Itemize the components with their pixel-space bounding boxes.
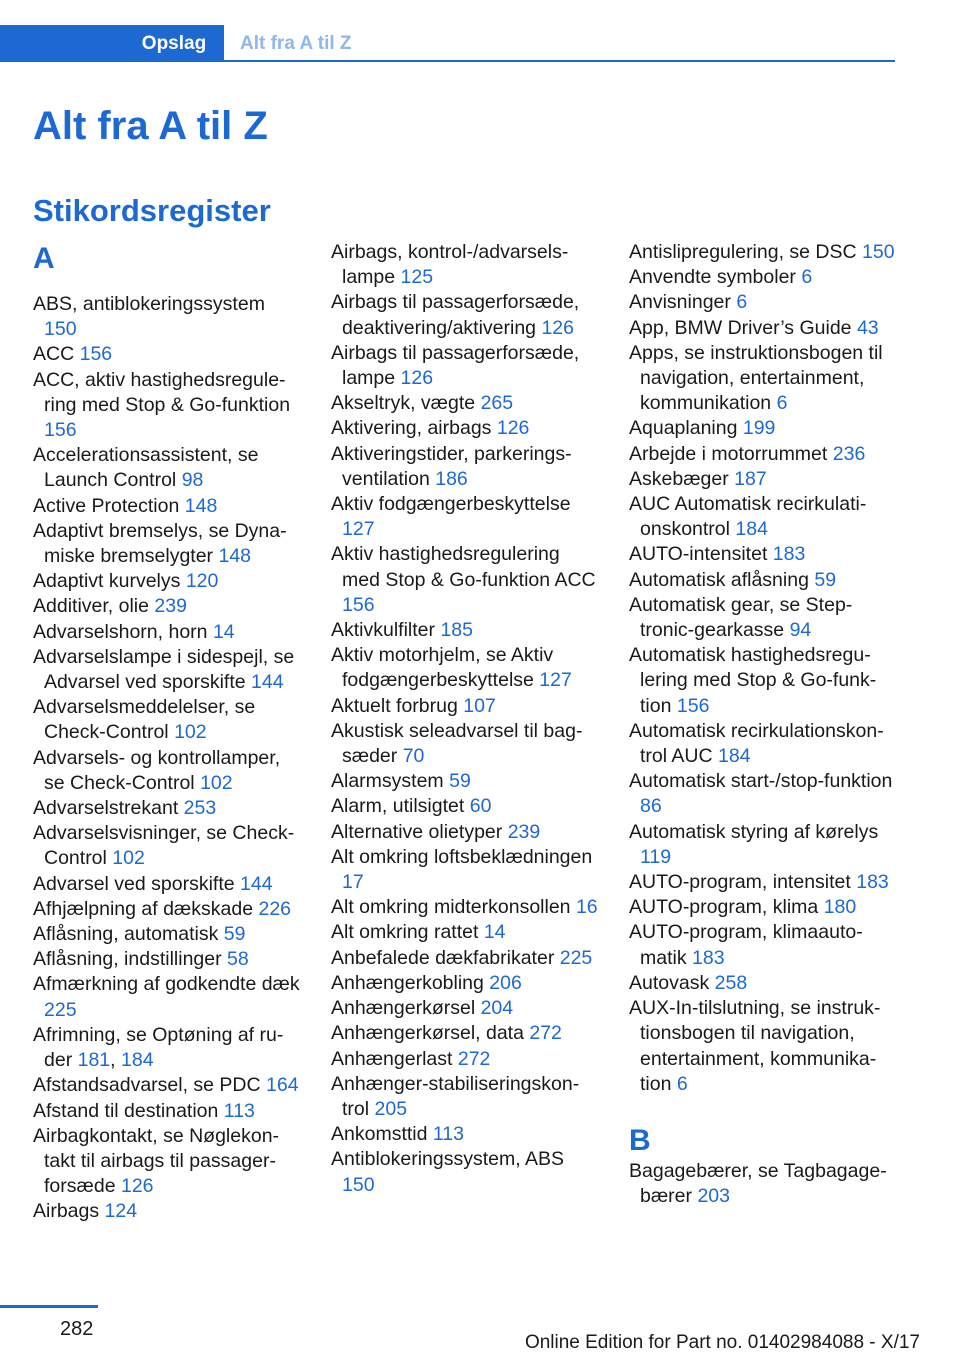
page-link[interactable]: 225 — [44, 998, 77, 1021]
index-term: Airbags — [33, 1200, 100, 1223]
index-entry — [33, 292, 301, 342]
index-entry: Afrimning, se Optøning af ruder 181, 184 — [33, 1023, 284, 1072]
index-entry — [629, 442, 897, 467]
page-link[interactable]: 126 — [120, 1175, 154, 1198]
index-term: Bagagebærer, se Tagbagagebærer — [629, 1159, 887, 1208]
index-term: Aktiv motorhjelm, se Aktiv fodgængerbeskyttelse — [331, 644, 554, 692]
page-link[interactable]: 98 — [181, 469, 204, 492]
index-term: AUTO-program, klimaautomatik — [629, 921, 863, 969]
index-term: Advarselslampe i sidespejl, se Advarsel ved sporskifte — [33, 645, 295, 694]
index-entry — [629, 820, 897, 870]
index-column-2 — [331, 240, 599, 1198]
page-link[interactable]: 126 — [541, 316, 574, 339]
index-entry — [33, 897, 301, 922]
page-link[interactable]: 184 — [718, 745, 751, 768]
index-entry — [629, 265, 897, 290]
index-term: Alt omkring midterkonsollen — [331, 896, 571, 919]
index-entry — [331, 1047, 599, 1072]
index-term: Airbags, kontrol-/advarselslampe — [331, 241, 569, 289]
index-term: Antiblokeringssystem, ABS — [331, 1148, 565, 1171]
page-link[interactable]: 148 — [184, 494, 218, 517]
index-term: Autovask — [629, 971, 710, 994]
index-term: Aktuelt forbrug — [331, 694, 458, 717]
index-entry — [629, 290, 897, 315]
page-link[interactable]: 236 — [832, 442, 866, 465]
page-link[interactable]: 239 — [154, 595, 187, 618]
index-entry — [629, 895, 897, 920]
index-entry — [331, 946, 599, 971]
index-term: Adaptivt bremselys, se Dynamiske bremselygter — [33, 519, 287, 568]
page-link[interactable]: 6 — [776, 392, 788, 415]
index-entry — [629, 593, 897, 643]
index-entry — [33, 494, 301, 519]
index-term: Advarselstrekant — [33, 797, 179, 820]
index-entry — [33, 746, 301, 796]
index-entry — [33, 594, 301, 619]
page-link[interactable]: 127 — [539, 669, 572, 692]
page-link[interactable]: 124 — [104, 1200, 138, 1223]
index-entry — [331, 1147, 599, 1197]
page-link[interactable]: 14 — [483, 921, 506, 944]
page-link[interactable]: 272 — [457, 1047, 491, 1070]
index-term: Airbags til passagerforsæde, deaktivering/aktivering — [331, 291, 580, 339]
index-term: Anhængerkørsel — [331, 997, 476, 1020]
page-link[interactable]: 60 — [469, 795, 492, 818]
index-term: Aktiv fodgængerbeskyttelse — [331, 493, 571, 516]
index-entry — [331, 845, 599, 895]
index-entry — [33, 342, 301, 367]
page-link[interactable]: 265 — [480, 392, 514, 415]
index-entry — [331, 769, 599, 794]
index-entry — [331, 442, 599, 492]
page-link[interactable]: 70 — [402, 745, 425, 768]
page-link[interactable]: 16 — [575, 896, 598, 919]
page-link[interactable]: 272 — [529, 1022, 562, 1045]
page-link[interactable]: 119 — [640, 845, 672, 868]
page-link[interactable]: 258 — [714, 971, 748, 994]
header-accent-block — [0, 25, 124, 62]
index-entry — [331, 895, 599, 920]
page-link[interactable]: 187 — [734, 467, 767, 490]
index-term: Askebæger — [629, 467, 729, 490]
index-term: Aktiv hastighedsregulering med Stop & Go-funktion ACC — [331, 543, 596, 591]
page-link[interactable]: 14 — [212, 620, 235, 643]
page-link[interactable]: 156 — [676, 694, 710, 717]
index-term: AUTO-program, intensitet — [629, 871, 851, 894]
page-link[interactable]: 144 — [240, 872, 273, 895]
page-link[interactable]: 205 — [374, 1097, 408, 1120]
index-entry — [331, 820, 599, 845]
page-link[interactable]: 59 — [223, 923, 246, 946]
page-link[interactable]: 239 — [507, 820, 541, 843]
page-link[interactable]: 102 — [200, 771, 233, 794]
footer-rule — [0, 1305, 98, 1308]
index-term: ACC — [33, 343, 75, 366]
index-entry — [33, 620, 301, 645]
index-entry — [629, 1159, 897, 1209]
index-entry — [331, 794, 599, 819]
index-entry — [33, 821, 301, 871]
index-entry — [33, 1073, 301, 1098]
index-entry — [629, 643, 897, 719]
index-term: Alarmsystem — [331, 770, 444, 793]
page-link[interactable]: 58 — [227, 948, 249, 971]
index-entry — [33, 972, 301, 1022]
page-link[interactable]: 183 — [692, 946, 725, 969]
index-term: Airbags til passagerforsæde, lampe — [331, 341, 580, 390]
index-term: Afstand til destination — [33, 1099, 219, 1122]
page-link[interactable]: 164 — [266, 1074, 299, 1097]
index-term: Alt omkring rattet — [331, 921, 479, 944]
page-link[interactable]: 253 — [183, 797, 217, 820]
index-entry — [629, 568, 897, 593]
index-term: Aflåsning, indstillinger — [33, 948, 222, 971]
index-term: Additiver, olie — [33, 595, 149, 618]
index-entry — [33, 569, 301, 594]
index-term: Automatisk gear, se Steptronic-gearkasse — [629, 593, 853, 642]
page-link[interactable]: 204 — [480, 997, 514, 1020]
page-link[interactable]: 180 — [823, 896, 857, 919]
header-bar — [0, 0, 960, 64]
index-entry — [629, 416, 897, 441]
page-link[interactable]: 185 — [440, 619, 473, 642]
index-term: Advarsels- og kontrollamper, se Check-Control — [33, 746, 281, 794]
index-term: Anhængerlast — [331, 1047, 453, 1070]
page-link[interactable]: 225 — [559, 946, 593, 969]
footer-edition: Online Edition for Part no. 01402984088 - X/17 — [524, 1332, 920, 1353]
tab-alt-fra-a-til-z[interactable]: Alt fra A til Z — [240, 33, 352, 54]
page-link[interactable]: 59 — [449, 770, 471, 793]
index-term: Anbefalede dækfabrikater — [331, 946, 555, 969]
index-entry — [629, 769, 897, 819]
index-term: ACC, aktiv hastighedsregulering med Stop & Go-funktion — [33, 368, 291, 416]
index-term: Aktivering, airbags — [331, 417, 492, 440]
index-entry — [331, 1021, 599, 1046]
index-entry — [331, 542, 599, 618]
index-entry — [331, 492, 599, 542]
index-letter: B — [629, 1123, 651, 1157]
page-number: 282 — [60, 1318, 94, 1340]
index-term: App, BMW Driver’s Guide — [629, 316, 852, 339]
page-link[interactable]: 6 — [736, 291, 748, 314]
index-term: ABS, antiblokeringssystem — [33, 293, 265, 315]
index-term: Accelerationsassistent, se Launch Control — [33, 444, 259, 492]
index-term: Alternative olietyper — [331, 820, 503, 843]
page-link[interactable]: 43 — [856, 316, 879, 339]
index-term: Automatisk aflåsning — [629, 568, 809, 591]
index-term: Automatisk styring af kørelys — [629, 820, 879, 843]
index-term: Afmærkning af godkendte dæk — [33, 973, 300, 996]
page-link[interactable]: 17 — [342, 871, 364, 894]
page-link[interactable]: 150 — [862, 241, 895, 263]
page-link[interactable]: 186 — [435, 467, 468, 490]
index-term: Advarselsmeddelelser, se Check-Control — [33, 696, 256, 744]
index-entry — [33, 1099, 301, 1124]
index-entry — [331, 240, 599, 290]
index-term: Afhjælpning af dækskade — [33, 897, 254, 920]
index-term: Anvisninger — [629, 291, 731, 314]
index-entry — [331, 1072, 599, 1122]
page-link[interactable]: 125 — [400, 266, 434, 289]
index-entry — [331, 1122, 599, 1147]
index-column-3 — [629, 240, 897, 1209]
index-entry — [331, 341, 599, 391]
index-entry — [33, 1199, 301, 1224]
index-term: AUC Automatisk recirkulationskontrol — [629, 493, 867, 541]
page-link[interactable]: 199 — [742, 417, 776, 440]
page-link[interactable]: 113 — [223, 1099, 255, 1122]
page-link[interactable]: 113 — [432, 1123, 464, 1146]
index-entry — [33, 872, 301, 897]
index-term: Afrimning, se Optøning af ruder — [33, 1023, 284, 1072]
index-term: Aflåsning, automatisk — [33, 923, 219, 946]
index-term: Alt omkring loftsbeklædningen — [331, 845, 593, 868]
page-link[interactable]: 184 — [735, 518, 768, 541]
index-entry — [331, 719, 599, 769]
index-term: Advarselsvisninger, se Check-Control — [33, 822, 295, 870]
index-term: Airbagkontakt, se Nøglekontakt til airbags til passagerforsæde — [33, 1124, 280, 1198]
header-rule — [224, 60, 895, 62]
index-entry — [33, 695, 301, 745]
index-entry — [331, 694, 599, 719]
index-term: AUTO-program, klima — [629, 896, 819, 919]
page-link[interactable]: 148 — [218, 545, 252, 568]
page-link[interactable]: 181 — [77, 1049, 111, 1072]
index-term: Aktiveringstider, parkeringsventilation — [331, 442, 572, 490]
page-link[interactable]: 102 — [112, 847, 145, 870]
index-entry — [629, 542, 897, 567]
page-link[interactable]: 126 — [400, 367, 434, 390]
index-term: Anhænger-stabiliseringskontrol — [331, 1072, 580, 1120]
index-term: Antislipregulering, se DSC — [629, 241, 857, 263]
index-term: AUTO-intensitet — [629, 543, 768, 566]
index-entry — [331, 290, 599, 340]
page-title: Alt fra A til Z — [33, 104, 268, 148]
page-subtitle: Stikordsregister — [33, 193, 271, 228]
page-link[interactable]: 59 — [814, 568, 837, 591]
index-term: Akseltryk, vægte — [331, 392, 476, 415]
index-term: Active Protection — [33, 494, 180, 517]
index-entry — [629, 492, 897, 542]
page-link[interactable]: 6 — [801, 266, 813, 289]
index-entry — [33, 645, 301, 695]
index-term: Alarm, utilsigtet — [331, 795, 465, 818]
page-link[interactable]: 150 — [44, 318, 77, 341]
page-link[interactable]: 156 — [342, 593, 375, 616]
index-entry — [33, 368, 301, 444]
index-entry — [33, 947, 301, 972]
index-entry — [629, 971, 897, 996]
index-term: Automatisk hastighedsregulering med Stop & Go-funktion — [629, 644, 877, 717]
index-term: Advarselshorn, horn — [33, 620, 208, 643]
index-entry — [33, 519, 301, 569]
index-entry — [629, 870, 897, 895]
index-entry — [33, 1124, 301, 1200]
index-entry — [629, 996, 897, 1097]
index-entry — [33, 796, 301, 821]
index-entry — [33, 443, 301, 493]
index-column-1 — [33, 240, 301, 1225]
index-entry — [331, 618, 599, 643]
index-entry — [331, 971, 599, 996]
page-link[interactable]: 107 — [463, 694, 496, 717]
index-term: AUX-In-tilslutning, se instruktionsbogen til navigation, entertainment, kommunikation — [629, 997, 881, 1095]
page-link[interactable]: 183 — [856, 871, 889, 894]
index-entry — [331, 996, 599, 1021]
index-term: Anvendte symboler — [629, 266, 796, 289]
index-entry — [629, 240, 897, 265]
index-term: Advarsel ved sporskifte — [33, 872, 235, 895]
page-link[interactable]: 203 — [697, 1185, 730, 1208]
page-link[interactable]: 150 — [342, 1173, 375, 1196]
page-link[interactable]: 86 — [640, 795, 662, 818]
index-letter: A — [33, 242, 55, 275]
index-entry — [331, 920, 599, 945]
index-term: Afstandsadvarsel, se PDC — [33, 1074, 261, 1097]
index-term: Aktivkulfilter — [331, 619, 436, 642]
page-link[interactable]: 6 — [676, 1072, 688, 1095]
page-link[interactable]: 156 — [79, 343, 113, 366]
index-entry — [331, 416, 599, 441]
page-link[interactable]: 226 — [258, 897, 292, 920]
index-entry — [629, 467, 897, 492]
page-link[interactable]: 120 — [185, 570, 219, 593]
index-entry — [629, 316, 897, 341]
index-term: Adaptivt kurvelys — [33, 570, 181, 593]
index-term: Apps, se instruktionsbogen til navigation, entertainment, kommunikation — [629, 341, 883, 415]
page-link[interactable]: 127 — [342, 518, 375, 541]
page-link[interactable]: 144 — [251, 671, 284, 694]
index-entry — [33, 922, 301, 947]
page-link[interactable]: 94 — [789, 619, 812, 642]
index-entry — [629, 920, 897, 970]
index-entry — [629, 719, 897, 769]
page-link[interactable]: 183 — [772, 543, 806, 566]
index-term: Automatisk start-/stop-funktion — [629, 770, 893, 793]
index-term: Automatisk recirkulationskontrol AUC — [629, 719, 884, 768]
page-link[interactable]: 206 — [489, 971, 522, 994]
index-entry — [331, 643, 599, 693]
index-entry — [629, 341, 897, 417]
index-term: Anhængerkobling — [331, 971, 484, 994]
index-term: Aquaplaning — [629, 417, 738, 440]
index-term: Arbejde i motorrummet — [629, 442, 828, 465]
index-term: Akustisk seleadvarsel til bagsæder — [331, 719, 583, 768]
tab-opslag[interactable]: Opslag — [124, 25, 224, 62]
page-link[interactable]: 126 — [496, 417, 530, 440]
index-term: Ankomsttid — [331, 1123, 428, 1146]
page-link[interactable]: 102 — [174, 721, 207, 744]
index-term: Anhængerkørsel, data — [331, 1022, 524, 1045]
index-entry — [331, 391, 599, 416]
page-link[interactable]: 184 — [121, 1049, 154, 1072]
page-link[interactable]: 156 — [44, 419, 77, 442]
